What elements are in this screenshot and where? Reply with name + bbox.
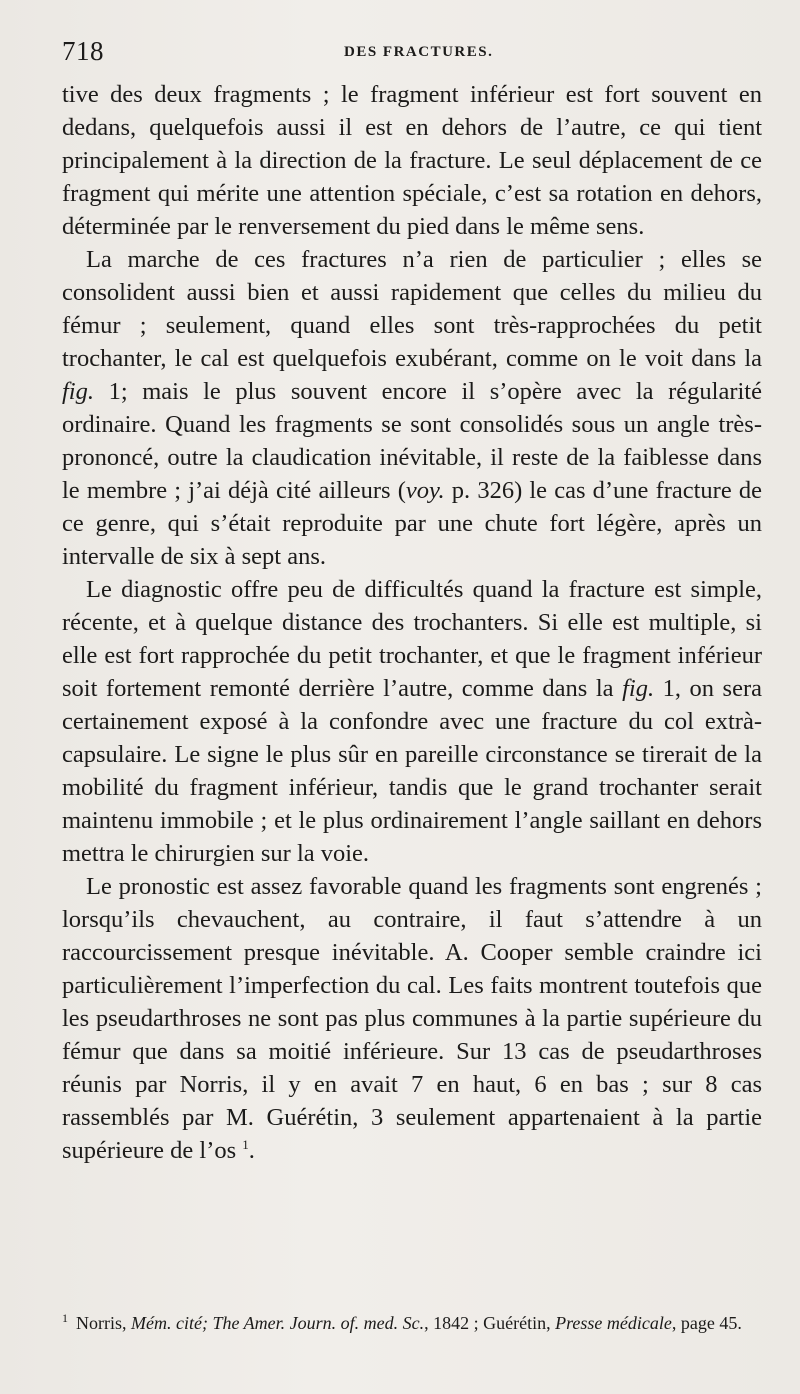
- paragraph-text: Le diagnostic offre peu de difficultés quand la fracture est simple, récente, et à quelque distance des trochanters. Si elle est multiple, si elle est fort rapprochée du petit trochanter, et que le fragment inférieur soit fortement remonté derrière l’autre, comme dans la: [62, 576, 762, 702]
- paragraph-text: 1, on sera certainement exposé à la confondre avec une fracture du col extrà-capsulaire. Le signe le plus sûr en pareille circonstance se tirerait de la mobilité du fragment inférieur, tandis que le grand trochanter serait maintenu immobile ; et le plus ordinairement l’angle saillant en dehors mettra le chirurgien sur la voie.: [62, 675, 762, 867]
- paragraph-text: 1; mais le plus souvent encore il s’opère avec la régularité ordinaire. Quand les fragments se sont consolidés sous un angle très-prononcé, outre la claudication inévitable, il reste de la faiblesse dans le membre ; j’ai déjà cité ailleurs (: [62, 378, 762, 504]
- footnote-text: , 1842 ; Guérétin,: [424, 1313, 556, 1333]
- paragraph-text: Le pronostic est assez favorable quand les fragments sont engrenés ; lorsqu’ils chevauchent, au contraire, il faut s’attendre à un raccourcissement presque inévitable. A. Cooper semble craindre ici particulièrement l’imperfection du cal. Les faits montrent toutefois que les pseudarthroses ne sont pas plus communes à la partie supérieure du fémur que dans sa moitié inférieure. Sur 13 cas de pseudarthroses réunis par Norris, il y en avait 7 en haut, 6 en bas ; sur 8 cas rassemblés par M. Guérétin, 3 seulement appartenaient à la partie supérieure de l’os: [62, 873, 762, 1164]
- fig-reference: fig.: [622, 675, 655, 702]
- running-head: [62, 36, 762, 66]
- footnote: [62, 1304, 762, 1337]
- paragraph-diagnostic: [62, 573, 762, 870]
- body-text: [62, 78, 762, 1167]
- chapter-title: DES FRACTURES.: [344, 44, 494, 60]
- fig-reference: fig.: [62, 378, 94, 405]
- paragraph-marche: [62, 243, 762, 573]
- paragraph-pronostic: [62, 870, 762, 1167]
- footnote-text: Norris,: [76, 1313, 131, 1333]
- voy-reference: voy.: [405, 477, 445, 504]
- footnote-text: , page 45.: [671, 1313, 742, 1333]
- paragraph-continued: [62, 78, 762, 243]
- paragraph-text: .: [248, 1137, 255, 1164]
- paragraph-text: La marche de ces fractures n’a rien de particulier ; elles se consolident aussi bien et aussi rapidement que celles du milieu du fémur ; seulement, quand elles sont très-rapprochées du petit trochanter, le cal est quelquefois exubérant, comme on le voit dans la: [62, 246, 762, 372]
- footnote-title: Presse médicale: [555, 1313, 672, 1333]
- paragraph-text: tive des deux fragments ; le fragment inférieur est fort souvent en dedans, quelquefois aussi il est en dehors de l’autre, ce qui tient principalement à la direction de la fracture. Le seul déplacement de ce fragment qui mérite une attention spéciale, c’est sa rotation en dehors, déterminée par le renversement du pied dans le même sens.: [62, 81, 762, 240]
- footnote-reference: 1: [242, 1136, 249, 1152]
- paragraph-text: p. 326) le cas d’une fracture de ce genre, qui s’était reproduite par une chute fort légère, après un intervalle de six à sept ans.: [62, 477, 762, 570]
- page-number: 718: [62, 36, 104, 66]
- footnote-title: Mém. cité; The Amer. Journ. of. med. Sc.: [131, 1313, 425, 1333]
- footnote-mark: 1: [62, 1311, 68, 1325]
